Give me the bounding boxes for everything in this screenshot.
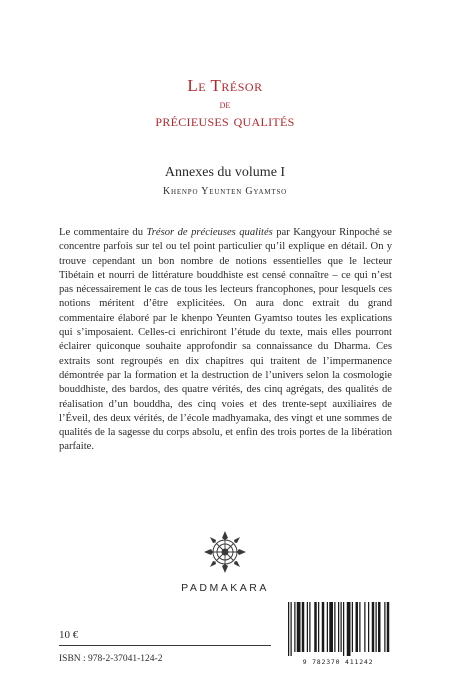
barcode-bar — [364, 602, 365, 652]
barcode-bar — [294, 602, 295, 652]
barcode-bar — [322, 602, 325, 652]
barcode-number: 9 782370 411242 — [302, 658, 374, 666]
barcode-bar — [334, 602, 335, 652]
barcode-bar — [378, 602, 381, 652]
barcode-bar — [376, 602, 377, 652]
barcode-bar — [307, 602, 308, 652]
price: 10 € — [59, 629, 79, 641]
barcode-bars — [286, 602, 390, 656]
description-text-start: Le commentaire du — [59, 227, 147, 238]
title-line-3: précieuses qualités — [155, 111, 295, 130]
barcode-bar — [356, 602, 359, 652]
barcode-bar — [347, 602, 351, 656]
book-title — [0, 76, 450, 131]
barcode-bar — [341, 602, 342, 652]
dharma-wheel-icon — [203, 530, 247, 574]
barcode-bar — [372, 602, 375, 652]
barcode-bar — [352, 602, 353, 652]
title-line-1: Le Trésor — [187, 76, 263, 95]
barcode-bar — [288, 602, 289, 656]
publisher-name: PADMAKARA — [181, 582, 269, 594]
barcode-bar — [387, 602, 390, 652]
barcode-bar — [329, 602, 333, 652]
volume-subtitle: Annexes du volume I — [164, 165, 286, 180]
barcode-bar — [384, 602, 385, 652]
barcode-bar — [359, 602, 360, 652]
barcode-bar — [302, 602, 305, 652]
title-line-2: de — [219, 97, 231, 111]
isbn: ISBN : 978-2-37041-124-2 — [59, 654, 163, 664]
barcode-bar — [297, 602, 301, 652]
barcode-bar — [338, 602, 339, 652]
barcode — [282, 600, 394, 670]
barcode-bar — [327, 602, 328, 652]
barcode-bar — [343, 602, 344, 656]
book-title-italic: Trésor de précieuses qualités — [146, 227, 273, 238]
author-name: Khenpo Yeunten Gyamtso — [162, 186, 287, 197]
barcode-bar — [291, 602, 292, 656]
barcode-bar — [314, 602, 317, 652]
barcode-bar — [309, 602, 310, 652]
description-paragraph — [59, 226, 392, 455]
description-text-rest: par Kangyour Rinpoché se concentre parfois sur tel ou tel point particulier qu’il explique en détail. On y trouve cependant un bon nombre de notions essentielles que le lecteur Tibétain et nourri de littérature bouddhiste est censé connaître – ce qui n’est pas nécessairement le cas de tous les lecteurs francophones, pour lesquels ces notions méritent d’être explicitées. On aura donc extrait du grand commentaire élaboré par le khenpo Yeunten Gyamtso toutes les explications qui s’imposaient. Celles-ci enrichiront l’étude du texte, mais elles pourront éclairer quiconque souhaite approfondir sa connaissance du Dharma. Ces extraits sont regroupés en dix chapitres qui traitent de l’impermanence démontrée par la formation et la destruction de l’univers selon la cosmologie bouddhiste, des bardos, des quatre vérités, des cinq agrégats, des qualités de réalisation d’un bouddha, des cinq voies et des trente-sept auxiliaires de l’Éveil, des deux vérités, de l’école madhyamaka, des vingt et une sommes de qualités de la sagesse du corps absolu, et enfin des trois portes de la libération parfaite. — [59, 227, 392, 453]
barcode-bar — [318, 602, 319, 652]
divider-rule — [59, 645, 271, 646]
barcode-bar — [368, 602, 369, 652]
